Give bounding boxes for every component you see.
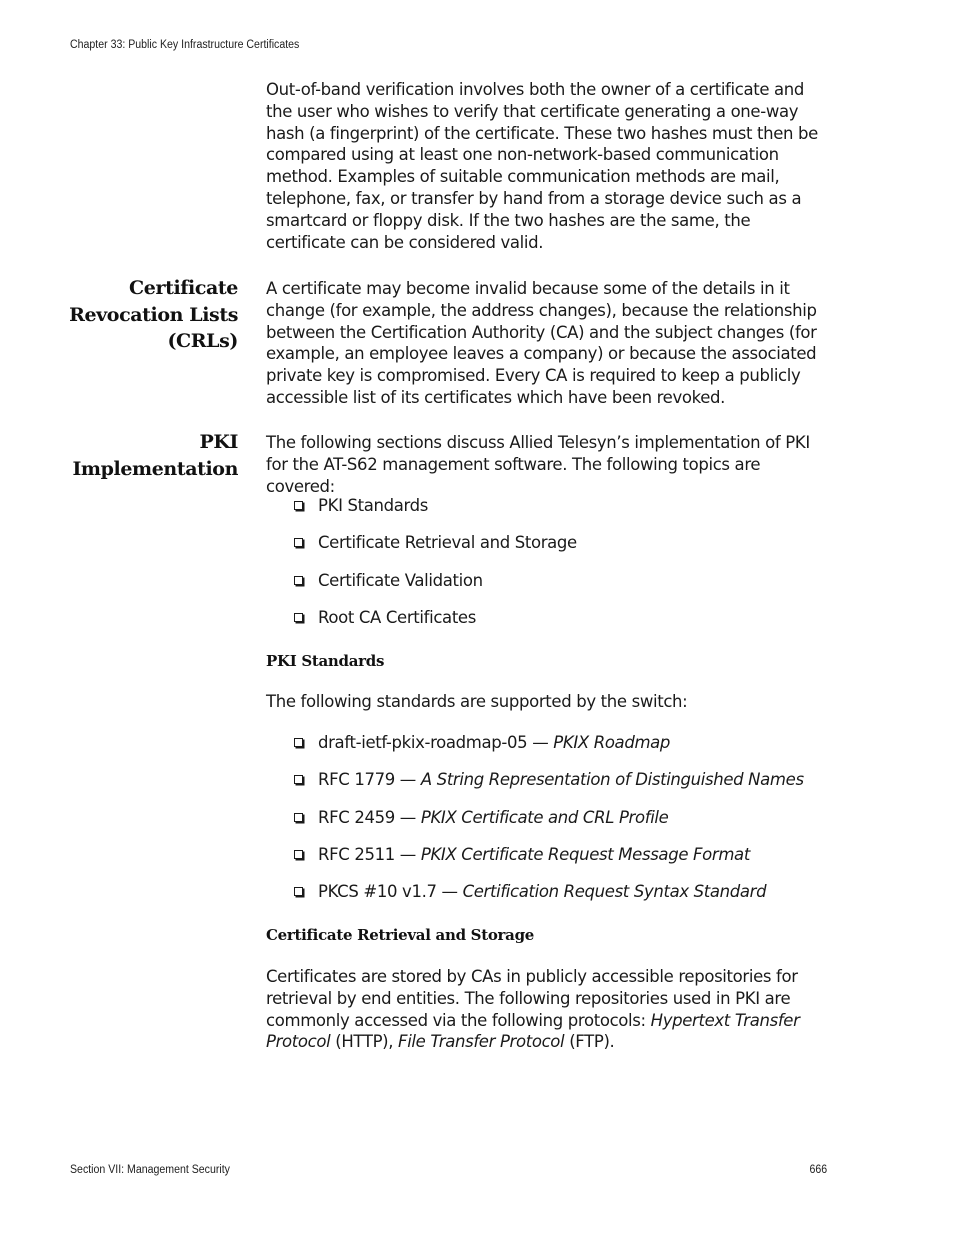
pki-implementation-heading [72,429,238,482]
crl-heading-line: Revocation Lists [69,303,238,326]
checkbox-bullet-icon [294,613,303,622]
checkbox-bullet-icon [294,850,303,859]
certificate-retrieval-heading: Certificate Retrieval and Storage [266,926,535,944]
pki-heading-line: Implementation [72,457,238,480]
list-item: draft-ietf-pkix-roadmap-05 — PKIX Roadmap [294,732,670,754]
list-item: PKCS #10 v1.7 — Certification Request Syntax Standard [294,881,766,903]
checkbox-bullet-icon [294,775,303,784]
ftp-term: File Transfer Protocol [398,1032,565,1052]
list-item: Certificate Retrieval and Storage [294,532,577,554]
crl-heading [69,275,238,355]
http-term: Hypertext Transfer Protocol [266,1010,800,1052]
checkbox-bullet-icon [294,887,303,896]
footer-section: Section VII: Management Security [70,1164,230,1176]
retrieval-paragraph: Certificates are stored by CAs in publicly accessible repositories for retrieval by end entities. The following repositories used in PKI are commonly accessed via the following protocols: Hypertext Transfer Protocol (HTTP), File Transfer Protocol (FTP). [266,967,800,1052]
checkbox-bullet-icon [294,813,303,822]
checkbox-bullet-icon [294,576,303,585]
pki-heading-line: PKI [199,431,238,453]
list-item: RFC 1779 — A String Representation of Distinguished Names [294,769,804,791]
crl-paragraph: A certificate may become invalid because some of the details in it change (for example, the address changes), because the relationship between the Certification Authority (CA) and the subject changes (for example, an employee leaves a company) or because the associated private key is compromised. Every CA is required to keep a publicly accessible list of its certificates which have been revoked. [266,279,817,407]
crl-heading-line: Certificate [129,277,238,299]
crl-heading-line: (CRLs) [167,330,238,352]
running-header: Chapter 33: Public Key Infrastructure Certificates [70,39,300,51]
standards-intro: The following standards are supported by the switch: [266,692,688,711]
list-item: Certificate Validation [294,570,483,592]
checkbox-bullet-icon [294,538,303,547]
list-item: PKI Standards [294,495,428,517]
checkbox-bullet-icon [294,738,303,747]
intro-paragraph: Out-of-band verification involves both the owner of a certificate and the user who wishes to verify that certificate generating a one-way hash (a fingerprint) of the certificate. These two hashes must then be compared using at least one non-network-based communication method. Examples of suitable communication methods are mail, telephone, fax, or transfer by hand from a storage device such as a smartcard or floppy disk. If the two hashes are the same, the certificate can be considered valid. [266,80,818,252]
pki-standards-heading: PKI Standards [266,652,385,670]
pki-implementation-paragraph: The following sections discuss Allied Telesyn’s implementation of PKI for the AT-S62 management software. The following topics are covered: [266,433,810,496]
list-item: RFC 2511 — PKIX Certificate Request Message Format [294,844,750,866]
page-number: 666 [809,1164,827,1176]
list-item: Root CA Certificates [294,607,476,629]
list-item: RFC 2459 — PKIX Certificate and CRL Profile [294,807,668,829]
checkbox-bullet-icon [294,501,303,510]
